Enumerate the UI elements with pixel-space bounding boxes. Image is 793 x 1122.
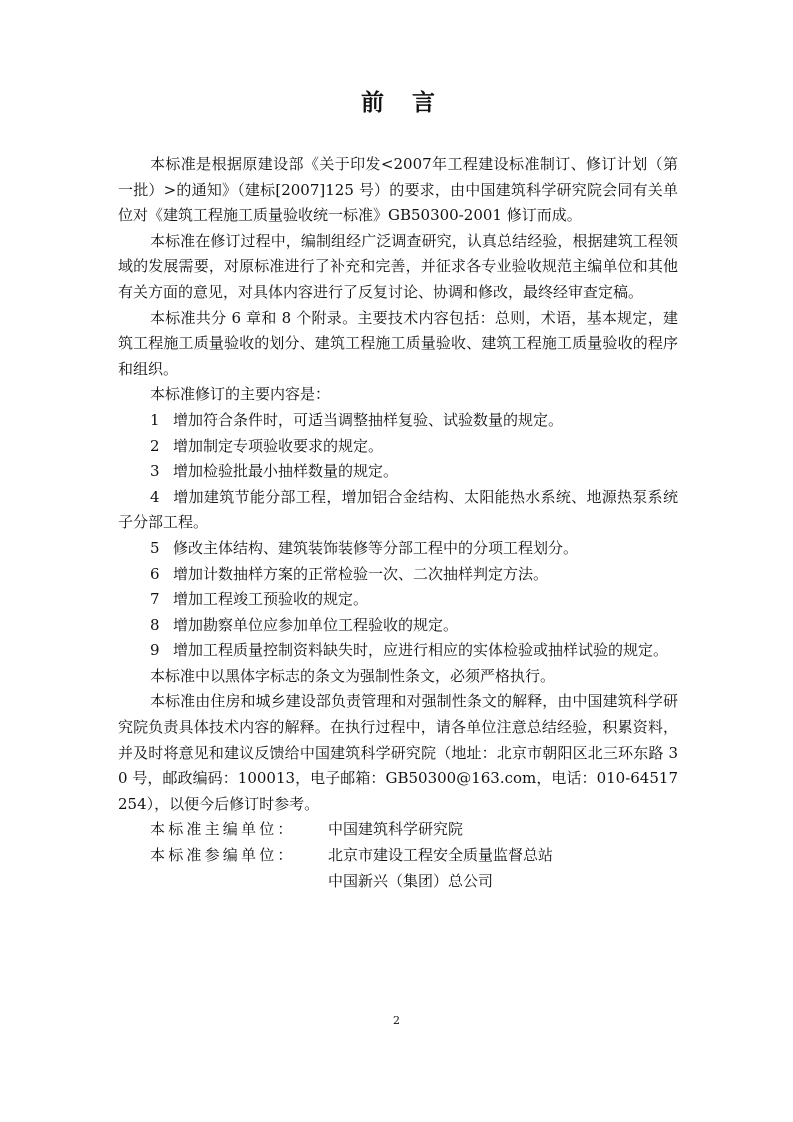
paragraph-structure: 本标准共分 6 章和 8 个附录。主要技术内容包括：总则，术语，基本规定，建筑工程施工质量验收的划分、建筑工程施工质量验收、建筑工程施工质量验收的程序和组织。: [118, 308, 678, 378]
chief-editor-unit-label: 本标准主编单位：: [150, 820, 296, 839]
list-item: [118, 638, 678, 664]
list-item-text: 增加工程竣工预验收的规定。: [173, 590, 369, 609]
list-item-number: 6: [150, 564, 160, 583]
list-item-number: 3: [150, 462, 160, 481]
paragraph-mandatory-provisions: 本标准中以黑体字标志的条文为强制性条文，必须严格执行。: [150, 666, 556, 685]
page-number: 2: [393, 1014, 400, 1027]
list-item: [118, 587, 678, 613]
chief-editor-unit-value: 中国建筑科学研究院: [328, 820, 464, 839]
list-item-text: 增加检验批最小抽样数量的规定。: [173, 462, 399, 481]
list-item-number: 5: [150, 538, 160, 557]
list-item: [118, 485, 678, 536]
list-item-text: 增加符合条件时，可适当调整抽样复验、试验数量的规定。: [173, 410, 564, 429]
title-char-1: 前: [361, 89, 384, 116]
list-item: [118, 536, 678, 562]
page-title: [118, 88, 678, 118]
list-item-text: 增加工程质量控制资料缺失时，应进行相应的实体检验或抽样试验的规定。: [173, 641, 669, 660]
participant-unit-value: 北京市建设工程安全质量监督总站: [328, 846, 554, 865]
list-item: [118, 408, 678, 434]
document-page: [118, 88, 678, 894]
list-item: [118, 562, 678, 588]
paragraph-revision-process: 本标准在修订过程中，编制组经广泛调查研究，认真总结经验，根据建筑工程领域的发展需要，对原标准进行了补充和完善，并征求各专业验收规范主编单位和其他有关方面的意见，对具体内容进行了反复讨论、协调和修改，最终经审查定稿。: [118, 231, 678, 301]
list-item-number: 2: [150, 436, 160, 455]
title-char-2: 言: [412, 89, 435, 116]
list-item-number: 7: [150, 590, 160, 609]
chief-editor-unit-row: [118, 817, 678, 843]
list-item-number: 9: [150, 641, 160, 660]
change-list: [118, 408, 678, 664]
participant-unit-row: [118, 843, 678, 869]
list-item: [118, 613, 678, 639]
list-item-text: 增加建筑节能分部工程，增加铝合金结构、太阳能热水系统、地源热泵系统子分部工程。: [118, 487, 678, 532]
list-item-text: 增加计数抽样方案的正常检验一次、二次抽样判定方法。: [173, 564, 549, 583]
list-item-text: 增加制定专项验收要求的规定。: [173, 436, 384, 455]
paragraph-main-changes-intro: 本标准修订的主要内容是：: [150, 385, 331, 404]
list-item-number: 1: [150, 410, 160, 429]
list-item: [118, 459, 678, 485]
participant-unit-label: 本标准参编单位：: [150, 846, 296, 865]
list-item-number: 4: [150, 487, 160, 506]
paragraph-origin: 本标准是根据原建设部《关于印发<2007年工程建设标准制订、修订计划（第一批）>的通知》（建标[2007]125 号）的要求，由中国建筑科学研究院会同有关单位对《建筑工程施工质量验收统一标准》GB50300-2001 修订而成。: [118, 155, 678, 225]
participant-unit-value-2: 中国新兴（集团）总公司: [328, 871, 494, 890]
list-item: [118, 434, 678, 460]
list-item-number: 8: [150, 615, 160, 634]
list-item-text: 增加勘察单位应参加单位工程验收的规定。: [173, 615, 459, 634]
list-item-text: 修改主体结构、建筑装饰装修等分部工程中的分项工程划分。: [173, 538, 579, 557]
paragraph-management-contact: 本标准由住房和城乡建设部负责管理和对强制性条文的解释，由中国建筑科学研究院负责具体技术内容的解释。在执行过程中，请各单位注意总结经验，积累资料，并及时将意见和建议反馈给中国建筑科学研究院（地址：北京市朝阳区北三环东路 30 号，邮政编码：100013，电子邮箱：GB50300@163.com，电话：010-64517254），以便今后修订时参考。: [118, 692, 678, 813]
